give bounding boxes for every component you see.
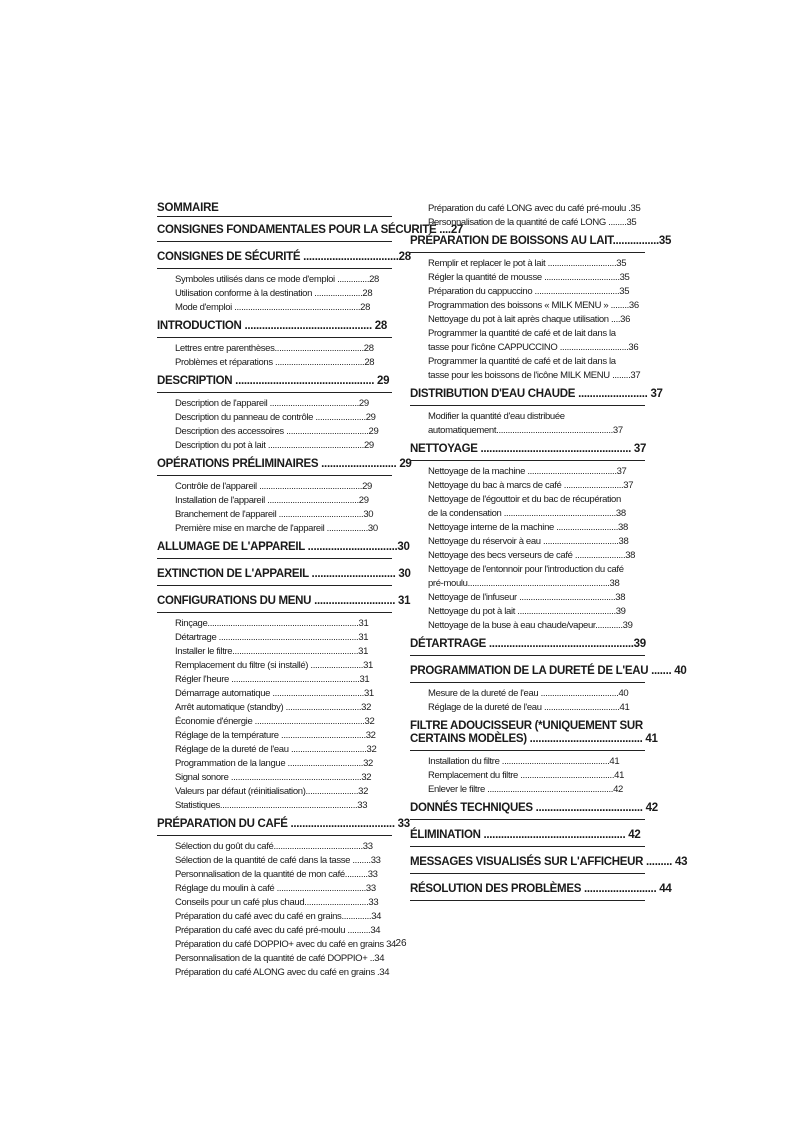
toc-entry: automatiquement...................................................37	[428, 425, 623, 436]
toc-entry: Statistiques............................................................33	[175, 800, 368, 811]
toc-entry: Conseils pour un café plus chaud............................33	[175, 897, 379, 908]
right-sections	[410, 230, 688, 901]
toc-entry: Branchement de l'appareil .....................................30	[175, 509, 374, 520]
toc-section-heading: RÉSOLUTION DES PROBLÈMES ......................... 44	[410, 878, 645, 901]
toc-entry: Nettoyage interne de la machine ...........................38	[428, 522, 628, 533]
toc-section-heading: DÉTARTRAGE ..................................................39	[410, 633, 645, 656]
toc-section-heading: PROGRAMMATION DE LA DURETÉ DE L'EAU ....... 40	[410, 660, 645, 683]
toc-entry: Description des accessoires ....................................29	[175, 426, 379, 437]
toc-entry: Sélection du goût du café.......................................33	[175, 841, 373, 852]
toc-entry: Réglage de la dureté de l'eau .................................32	[175, 744, 377, 755]
page-number: 26	[395, 938, 407, 949]
toc-entry: Mesure de la dureté de l'eau ..................................40	[428, 688, 629, 699]
toc-section-heading: MESSAGES VISUALISÉS SUR L'AFFICHEUR ......... 43	[410, 851, 645, 874]
toc-title: SOMMAIRE	[157, 202, 392, 217]
toc-entry: Description de l'appareil .......................................29	[175, 398, 369, 409]
toc-entry: Symboles utilisés dans ce mode d'emploi ..............28	[175, 274, 379, 285]
toc-section-heading: CONFIGURATIONS DU MENU ............................ 31	[157, 590, 392, 613]
toc-entry: Réglage de la température .....................................32	[175, 730, 376, 741]
toc-entry: Lettres entre parenthèses.......................................28	[175, 343, 374, 354]
toc-entry: Personnalisation de la quantité de café LONG ........35	[428, 217, 637, 228]
toc-section-heading: CONSIGNES FONDAMENTALES POUR LA SÉCURITÉ ....27	[157, 222, 392, 242]
right-lead-entries	[410, 202, 645, 230]
toc-entry: Nettoyage de la machine .......................................37	[428, 466, 627, 477]
toc-entry: Régler la quantité de mousse .................................35	[428, 272, 630, 283]
toc-section-heading: FILTRE ADOUCISSEUR (*UNIQUEMENT SUR CERTAINS MODÈLES) ....................................... 41	[410, 715, 645, 751]
toc-section-heading: INTRODUCTION ............................................ 28	[157, 315, 392, 338]
toc-entry: Programmation de la langue .................................32	[175, 758, 373, 769]
toc-entry: Utilisation conforme à la destination .....................28	[175, 288, 373, 299]
toc-entry: Description du panneau de contrôle ......................29	[175, 412, 376, 423]
toc-entry: Remplacement du filtre (si installé) .......................31	[175, 660, 373, 671]
toc-entry: Problèmes et réparations .......................................28	[175, 357, 375, 368]
toc-section-heading: DISTRIBUTION D'EAU CHAUDE ........................ 37	[410, 383, 645, 406]
toc-section-heading: PRÉPARATION DE BOISSONS AU LAIT................35	[410, 230, 645, 253]
toc-entry: Programmer la quantité de café et de lait dans la	[428, 356, 616, 367]
toc-entry: Réglage de la dureté de l'eau .................................41	[428, 702, 630, 713]
toc-section-heading: DONNÉS TECHNIQUES ..................................... 42	[410, 797, 645, 820]
toc-entry: Contrôle de l'appareil .............................................29	[175, 481, 372, 492]
toc-entry: Nettoyage du bac à marcs de café ..........................37	[428, 480, 634, 491]
toc-entry: Personnalisation de la quantité de mon café..........33	[175, 869, 378, 880]
toc-entry: Nettoyage du réservoir à eau .................................38	[428, 536, 629, 547]
toc-entry: Nettoyage de la buse à eau chaude/vapeur............39	[428, 620, 633, 631]
toc-entry: de la condensation .................................................38	[428, 508, 626, 519]
toc-section-heading: ÉLIMINATION ................................................. 42	[410, 824, 645, 847]
toc-entry: Installation de l'appareil ........................................29	[175, 495, 369, 506]
toc-entry: Préparation du café avec du café pré-moulu ..........34	[175, 925, 381, 936]
toc-entry: Préparation du cappuccino .....................................35	[428, 286, 630, 297]
toc-entry: pré-moulu..............................................................38	[428, 578, 620, 589]
toc-entry: Rinçage..................................................................31	[175, 618, 369, 629]
toc-entry: Remplacement du filtre .........................................41	[428, 770, 625, 781]
toc-entry: Économie d'énergie ................................................32	[175, 716, 375, 727]
toc-section-heading: EXTINCTION DE L'APPAREIL ............................. 30	[157, 563, 392, 586]
toc-entry: Arrêt automatique (standby) .................................32	[175, 702, 372, 713]
toc-entry: Remplir et replacer le pot à lait ..............................35	[428, 258, 627, 269]
toc-entry: Nettoyage de l'infuseur ..........................................38	[428, 592, 626, 603]
toc-entry: Nettoyage de l'entonnoir pour l'introduction du café	[428, 564, 624, 575]
toc-entry: Démarrage automatique ........................................31	[175, 688, 374, 699]
toc-entry: Régler l'heure ........................................................31	[175, 674, 370, 685]
toc-right-column	[410, 202, 688, 905]
toc-entry: Sélection de la quantité de café dans la tasse ........33	[175, 855, 381, 866]
toc-entry: Nettoyage du pot à lait après chaque utilisation ....36	[428, 314, 631, 325]
toc-entry: tasse pour l'icône CAPPUCCINO ..............................36	[428, 342, 639, 353]
toc-entry: tasse pour les boissons de l'icône MILK MENU ........37	[428, 370, 641, 381]
toc-entry: Nettoyage du pot à lait ...........................................39	[428, 606, 626, 617]
toc-entry: Préparation du café avec du café en grains.............34	[175, 911, 382, 922]
toc-entry: Personnalisation de la quantité de café DOPPIO+ ..34	[175, 953, 385, 964]
toc-entry: Nettoyage des becs verseurs de café ......................38	[428, 550, 636, 561]
toc-entry: Détartrage .............................................................31	[175, 632, 369, 643]
toc-section-heading: OPÉRATIONS PRÉLIMINAIRES .......................... 29	[157, 453, 392, 476]
toc-entry: Enlever le filtre .......................................................42	[428, 784, 623, 795]
toc-section-heading: CONSIGNES DE SÉCURITÉ .................................28	[157, 246, 392, 269]
toc-entry: Installation du filtre ...............................................41	[428, 756, 620, 767]
toc-entry: Première mise en marche de l'appareil ..................30	[175, 523, 378, 534]
toc-entry: Modifier la quantité d'eau distribuée	[428, 411, 565, 422]
toc-entry: Signal sonore .........................................................32	[175, 772, 372, 783]
toc-entry: Valeurs par défaut (réinitialisation).......................32	[175, 786, 369, 797]
toc-section-heading: NETTOYAGE .................................................... 37	[410, 438, 645, 461]
toc-section-heading: DESCRIPTION ................................................ 29	[157, 370, 392, 393]
toc-entry: Préparation du café LONG avec du café pré-moulu .35	[428, 203, 641, 214]
toc-entry: Réglage du moulin à café .......................................33	[175, 883, 376, 894]
toc-section-heading: ALLUMAGE DE L'APPAREIL ...............................30	[157, 536, 392, 559]
toc-section-heading: PRÉPARATION DU CAFÉ .................................... 33	[157, 813, 392, 836]
toc-entry: Nettoyage de l'égouttoir et du bac de récupération	[428, 494, 621, 505]
toc-entry: Préparation du café ALONG avec du café en grains .34	[175, 967, 390, 978]
toc-entry: Mode d'emploi .......................................................28	[175, 302, 371, 313]
toc-entry: Description du pot à lait ..........................................29	[175, 440, 374, 451]
toc-entry: Programmer la quantité de café et de lait dans la	[428, 328, 616, 339]
toc-entry: Préparation du café DOPPIO+ avec du café en grains 34	[175, 939, 396, 950]
toc-entry: Programmation des boissons « MILK MENU » ........36	[428, 300, 639, 311]
toc-entry: Installer le filtre.......................................................31	[175, 646, 369, 657]
